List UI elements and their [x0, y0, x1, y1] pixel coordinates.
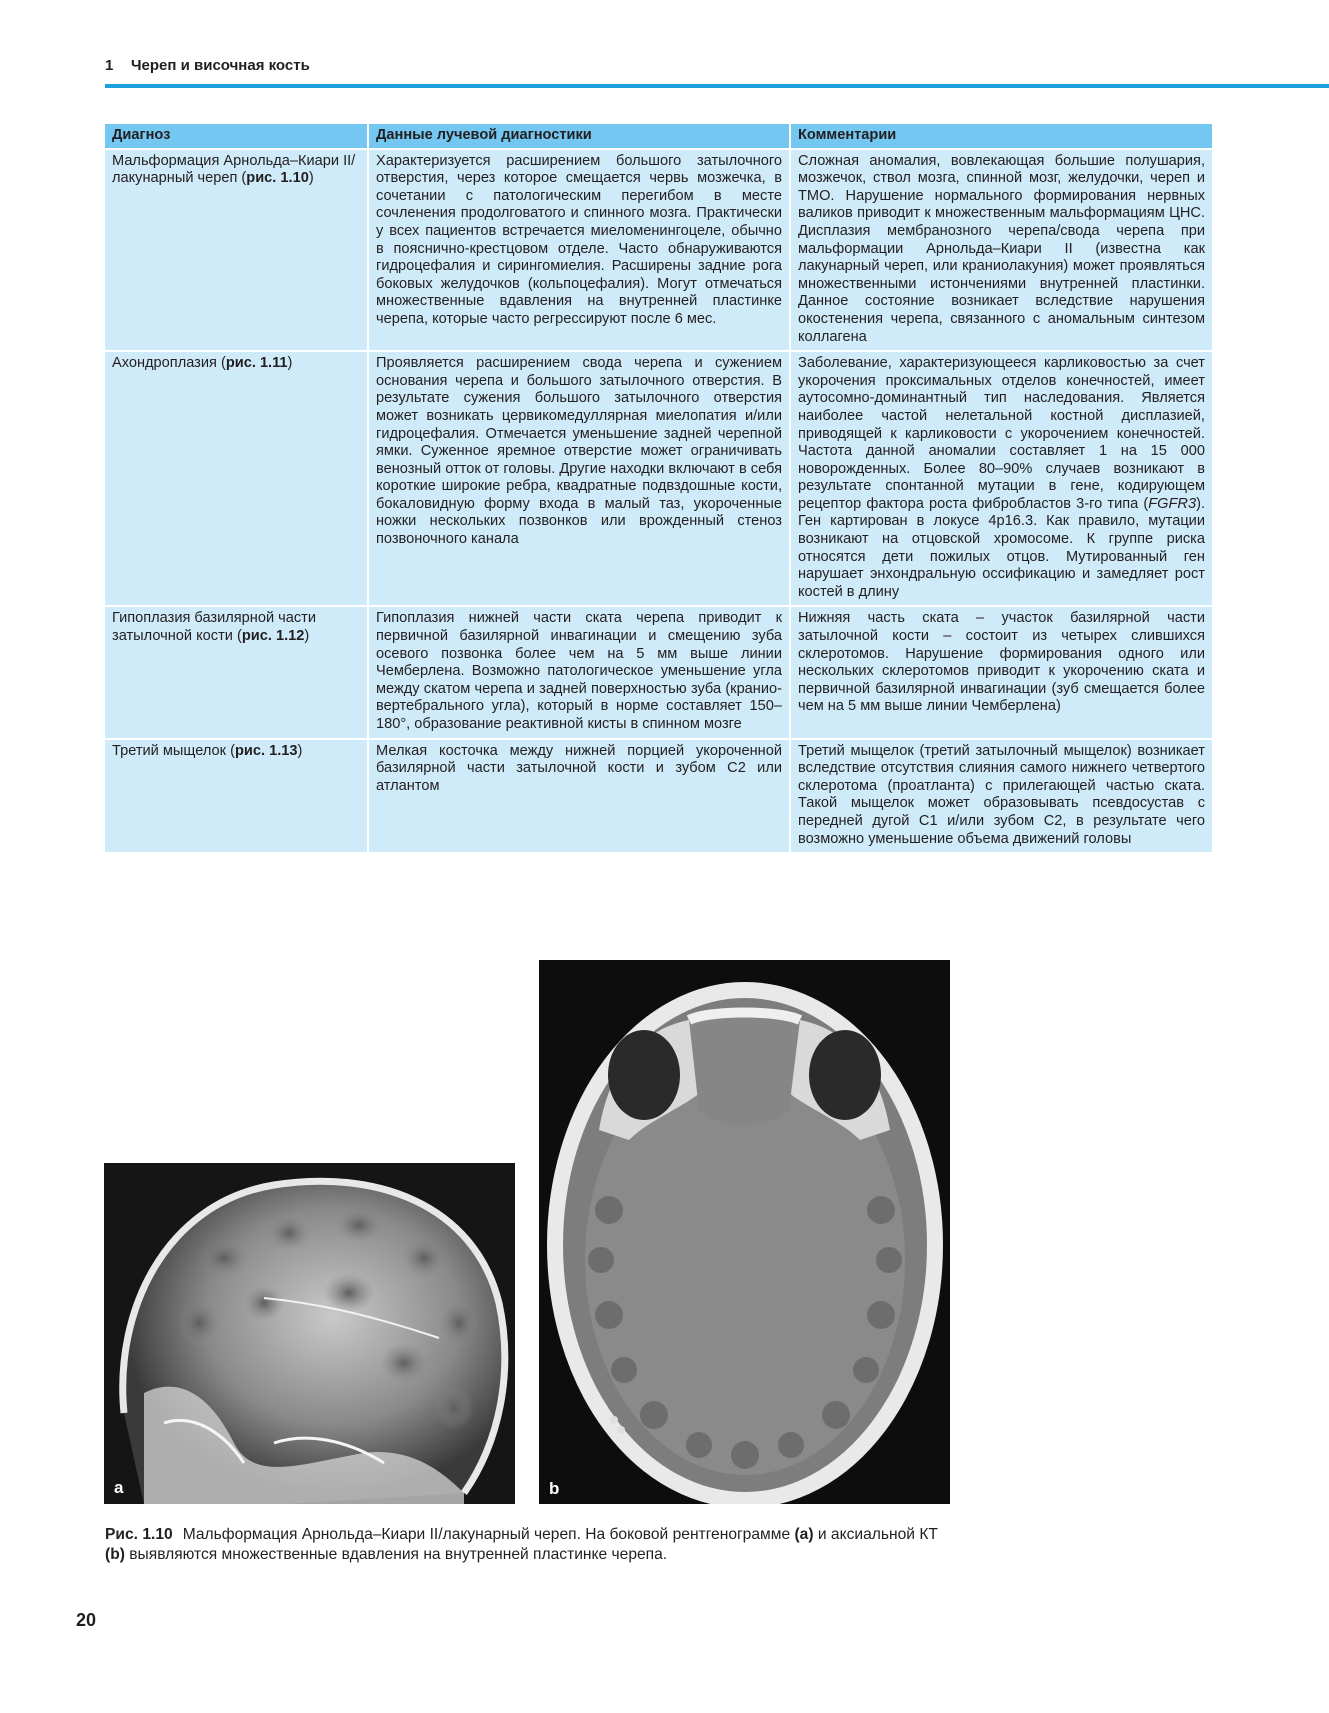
- comments-text-continued: ). Ген картирован в локусе 4p16.3. Как правило, мутации возникают на отцовской хромосоме. К группе риска относятся дети пожилых отцов. Мутированный ген нарушает энхондральную оссификацию и замедляет рост костей в длину: [798, 495, 1205, 600]
- comments-text: Нижняя часть ската – участок базилярной части затылочной кости – состоит из четырех слившихся склеротомов. Нарушение формирования одного или нескольких склеротомов приводит к укорочению ската и первичной базилярной инвагинации (зуб смещается более чем на 5 мм выше линии Чемберлена): [798, 610, 1205, 715]
- gene-name: FGFR3: [1148, 495, 1197, 512]
- running-head: [105, 57, 310, 74]
- cell-diagnosis: [105, 149, 368, 352]
- caption-text-1: Мальформация Арнольда–Киари II/лакунарный череп. На боковой рентгенограмме: [182, 1526, 795, 1543]
- figure-reference: рис. 1.12: [241, 628, 305, 645]
- diagnosis-close: ): [308, 170, 314, 187]
- figure-reference: рис. 1.10: [246, 170, 309, 187]
- caption-figure-number: Рис. 1.10: [105, 1526, 173, 1543]
- diagnosis-close: ): [287, 355, 293, 372]
- diagnosis-table: [105, 124, 1212, 852]
- cell-diagnosis: [105, 351, 368, 606]
- cell-comments: [790, 606, 1212, 738]
- caption-text-2: и аксиальной КТ: [813, 1526, 938, 1543]
- comments-text: Заболевание, характеризующееся карликовостью за счет укорочения проксимальных отделов конечностей, имеет аутосомно-доминантный тип наследования. Является наиболее частой нелетальной костной дисплазией, приводящей к карликовости с укорочением конечностей. Частота данной аномалии составляет 1 на 15 000 новорожденных. Более 80–90% случаев возникают в результате спонтанной мутации в гене, кодирующем рецептор фактора роста фибробластов 3-го типа (: [798, 355, 1205, 512]
- diagnosis-name: Мальформация Арнольда–Киари II/ лакунарный череп (: [112, 152, 356, 187]
- header-imaging: Данные лучевой диагностики: [368, 124, 790, 149]
- table-row: [105, 149, 1212, 352]
- figure-reference: рис. 1.11: [225, 355, 288, 372]
- diagnosis-name: Ахондроплазия (: [112, 355, 226, 372]
- table-row: [105, 606, 1212, 738]
- header-diagnosis: Диагноз: [105, 124, 368, 149]
- comments-text: Сложная аномалия, вовлекающая большие полушария, мозжечок, ствол мозга, спинной мозг, желудочки, череп и ТМО. Нарушение нормального формирования нервных валиков приводит к множественным мальформациям ЦНС. Дисплазия мембранозного черепа/свода черепа при мальформации Арнольда–Киари II (известна как лакунарный череп, или краниолакуния) может проявляться множественными истончениями внутренней пластинки. Данное состояние возникает вследствие нарушения окостенения черепа, связанного с аномальным синтезом коллагена: [798, 152, 1205, 345]
- comments-text: Третий мыщелок (третий затылочный мыщелок) возникает вследствие отсутствия слияния самого нижнего четвертого склеротома (проатланта) с прилегающей частью ската. Такой мыщелок может образовывать псевдосустав с передней дугой С1 и/или зубом С2, в результате чего возможно уменьшение объема движений головы: [798, 742, 1205, 847]
- caption-ref-a: (a): [794, 1526, 814, 1543]
- cell-comments: [790, 739, 1212, 853]
- cell-imaging: Гипоплазия нижней части ската черепа приводит к первичной базилярной инвагинации и смещению зуба осевого позвонка более чем на 5 мм выше линии Чемберлена. Возможно патологическое уменьшение угла между скатом черепа и задней поверхностью зуба (краниовертебрального угла), который в норме составляет 150–180°, образование реактивной кисты в спинном мозге: [368, 606, 790, 738]
- table-row: [105, 351, 1212, 606]
- caption-text-3: выявляются множественные вдавления на внутренней пластинке черепа.: [124, 1546, 668, 1563]
- diagnosis-name: Гипоплазия базилярной части затылочной кости (: [112, 610, 317, 645]
- cell-diagnosis: [105, 739, 368, 853]
- cell-comments: [790, 351, 1212, 606]
- header-comments: Комментарии: [790, 124, 1212, 149]
- panel-b-label: b: [549, 1479, 560, 1498]
- cell-imaging: Проявляется расширением свода черепа и сужением основания черепа и большого затылочного отверстия. В результате сужения большого затылочного отверстия может возникать цервикомедуллярная миелопатия и/или гидроцефалия. Отмечается уменьшение задней черепной ямки. Суженное яремное отверстие может ограничивать венозный отток от головы. Другие находки включают в себя короткие широкие ребра, квадратные подвздошные кости, бокаловидную форму входа в малый таз, укороченные ножки нескольких позвонков или врожденный стеноз позвоночного канала: [368, 351, 790, 606]
- chapter-title: Череп и височная кость: [131, 57, 310, 74]
- table-row: [105, 739, 1212, 853]
- diagnosis-close: ): [304, 628, 310, 645]
- cell-diagnosis: [105, 606, 368, 738]
- cell-imaging: Характеризуется расширением большого затылочного отверстия, через которое смещается червь мозжечка, в сочетании с патологическим перегибом в месте сочленения продолговатого и спинного мозга. Практически у всех пациентов встречается миеломенингоцеле, обычно в пояснично-крестцовом отделе. Часто обнаруживаются гидроцефалия и сирингомиелия. Расширены задние рога боковых желудочков (кольпоцефалия). Могут отмечаться множественные вдавления на внутренней пластинке черепа, которые часто регрессируют после 6 мес.: [368, 149, 790, 352]
- cell-comments: [790, 149, 1212, 352]
- page-number: 20: [76, 1610, 97, 1630]
- panel-a-label: a: [114, 1478, 124, 1497]
- header-rule: [105, 84, 1329, 88]
- table-header-row: [105, 124, 1212, 149]
- caption-ref-b: (b): [105, 1546, 125, 1563]
- cell-imaging: Мелкая косточка между нижней порцией укороченной базилярной части затылочной кости и зубом С2 или атлантом: [368, 739, 790, 853]
- figure-reference: рис. 1.13: [234, 742, 298, 759]
- diagnosis-name: Третий мыщелок (: [112, 742, 235, 759]
- diagnosis-close: ): [297, 742, 303, 759]
- figure-1-10a-lateral-radiograph: [104, 1163, 515, 1504]
- figure-1-10b-axial-ct: [539, 960, 950, 1504]
- figure-caption: [105, 1525, 955, 1565]
- chapter-number: 1: [105, 57, 114, 74]
